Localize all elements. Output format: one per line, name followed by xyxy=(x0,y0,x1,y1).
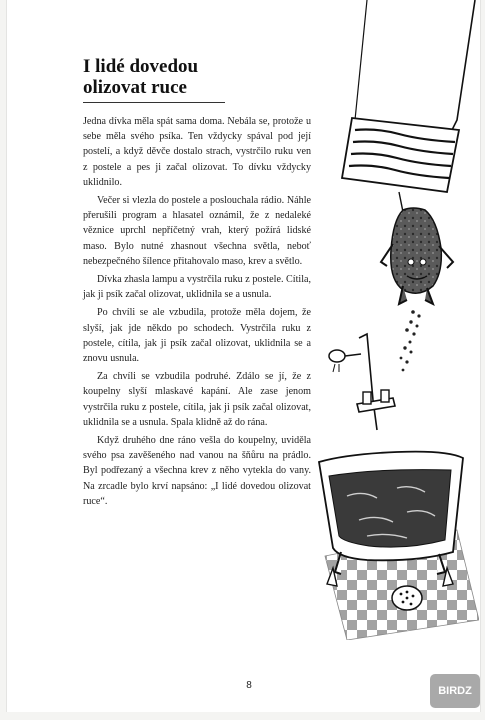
laundry-basket-icon xyxy=(342,118,459,212)
title-line-1: I lidé dovedou xyxy=(83,56,199,77)
story-illustration xyxy=(307,0,479,640)
title-line-2: olizovat ruce xyxy=(83,77,187,98)
paragraph-5: Za chvíli se vzbudila podruhé. Zdálo se jí, že z koupelny slyší mlaskavé kapání. Ale zase jenom vystrčila ruku z postele, cítila, jak ji psík začal olizovat, uklidnila se a usnula. Spala klidně až do rána. xyxy=(83,371,311,428)
title-underline xyxy=(83,102,225,103)
paragraph-1: Jedna dívka měla spát sama doma. Nebála se, protože u sebe měla svého psíka. Ten vždycky spával pod její postelí, a když děvče dostalo strach, vystrčilo ruku ven z postele a pes ji začal olizovat. To dívku vždycky uklidnilo. xyxy=(83,116,311,188)
watermark-logo: BIRDZ xyxy=(430,674,480,708)
paragraph-3: Dívka zhasla lampu a vystrčila ruku z postele. Cítila, jak ji psík začal olizovat, uklidnila se a usnula. xyxy=(83,274,311,301)
story-text xyxy=(83,114,311,512)
paragraph-2: Večer si vlezla do postele a poslouchala rádio. Náhle přerušili program a hlasatel oznámil, že z nedaleké věznice uprchl nepříčetný vrah, který požírá lidské maso. Bylo nutné zhasnout všechna světla, neboť nebezpečného šílence přitahovalo maso, krev a světlo. xyxy=(83,195,311,267)
faucet-icon xyxy=(357,390,395,412)
shower-icon xyxy=(329,334,377,430)
blood-drops xyxy=(400,310,421,371)
book-page xyxy=(6,0,481,712)
paragraph-4: Po chvíli se ale vzbudila, protože měla dojem, že slyší, jak jde někdo po schodech. Vystrčila ruku z postele, cítila, jak ji psík začal olizovat, uklidnila se a znovu usnula. xyxy=(83,307,311,365)
hanged-dog-icon xyxy=(381,208,453,304)
bath-sponge-icon xyxy=(392,586,422,610)
story-title xyxy=(83,56,198,98)
page-number: 8 xyxy=(246,680,252,691)
paragraph-6: Když druhého dne ráno vešla do koupelny, uviděla svého psa zavěšeného nad vanou na šňůru na prádlo. Byl podřezaný a všechna krev z něho vytekla do vany. Na zrcadle bylo krví napsáno: „I lidé dovedou olizovat ruce“. xyxy=(83,435,311,507)
